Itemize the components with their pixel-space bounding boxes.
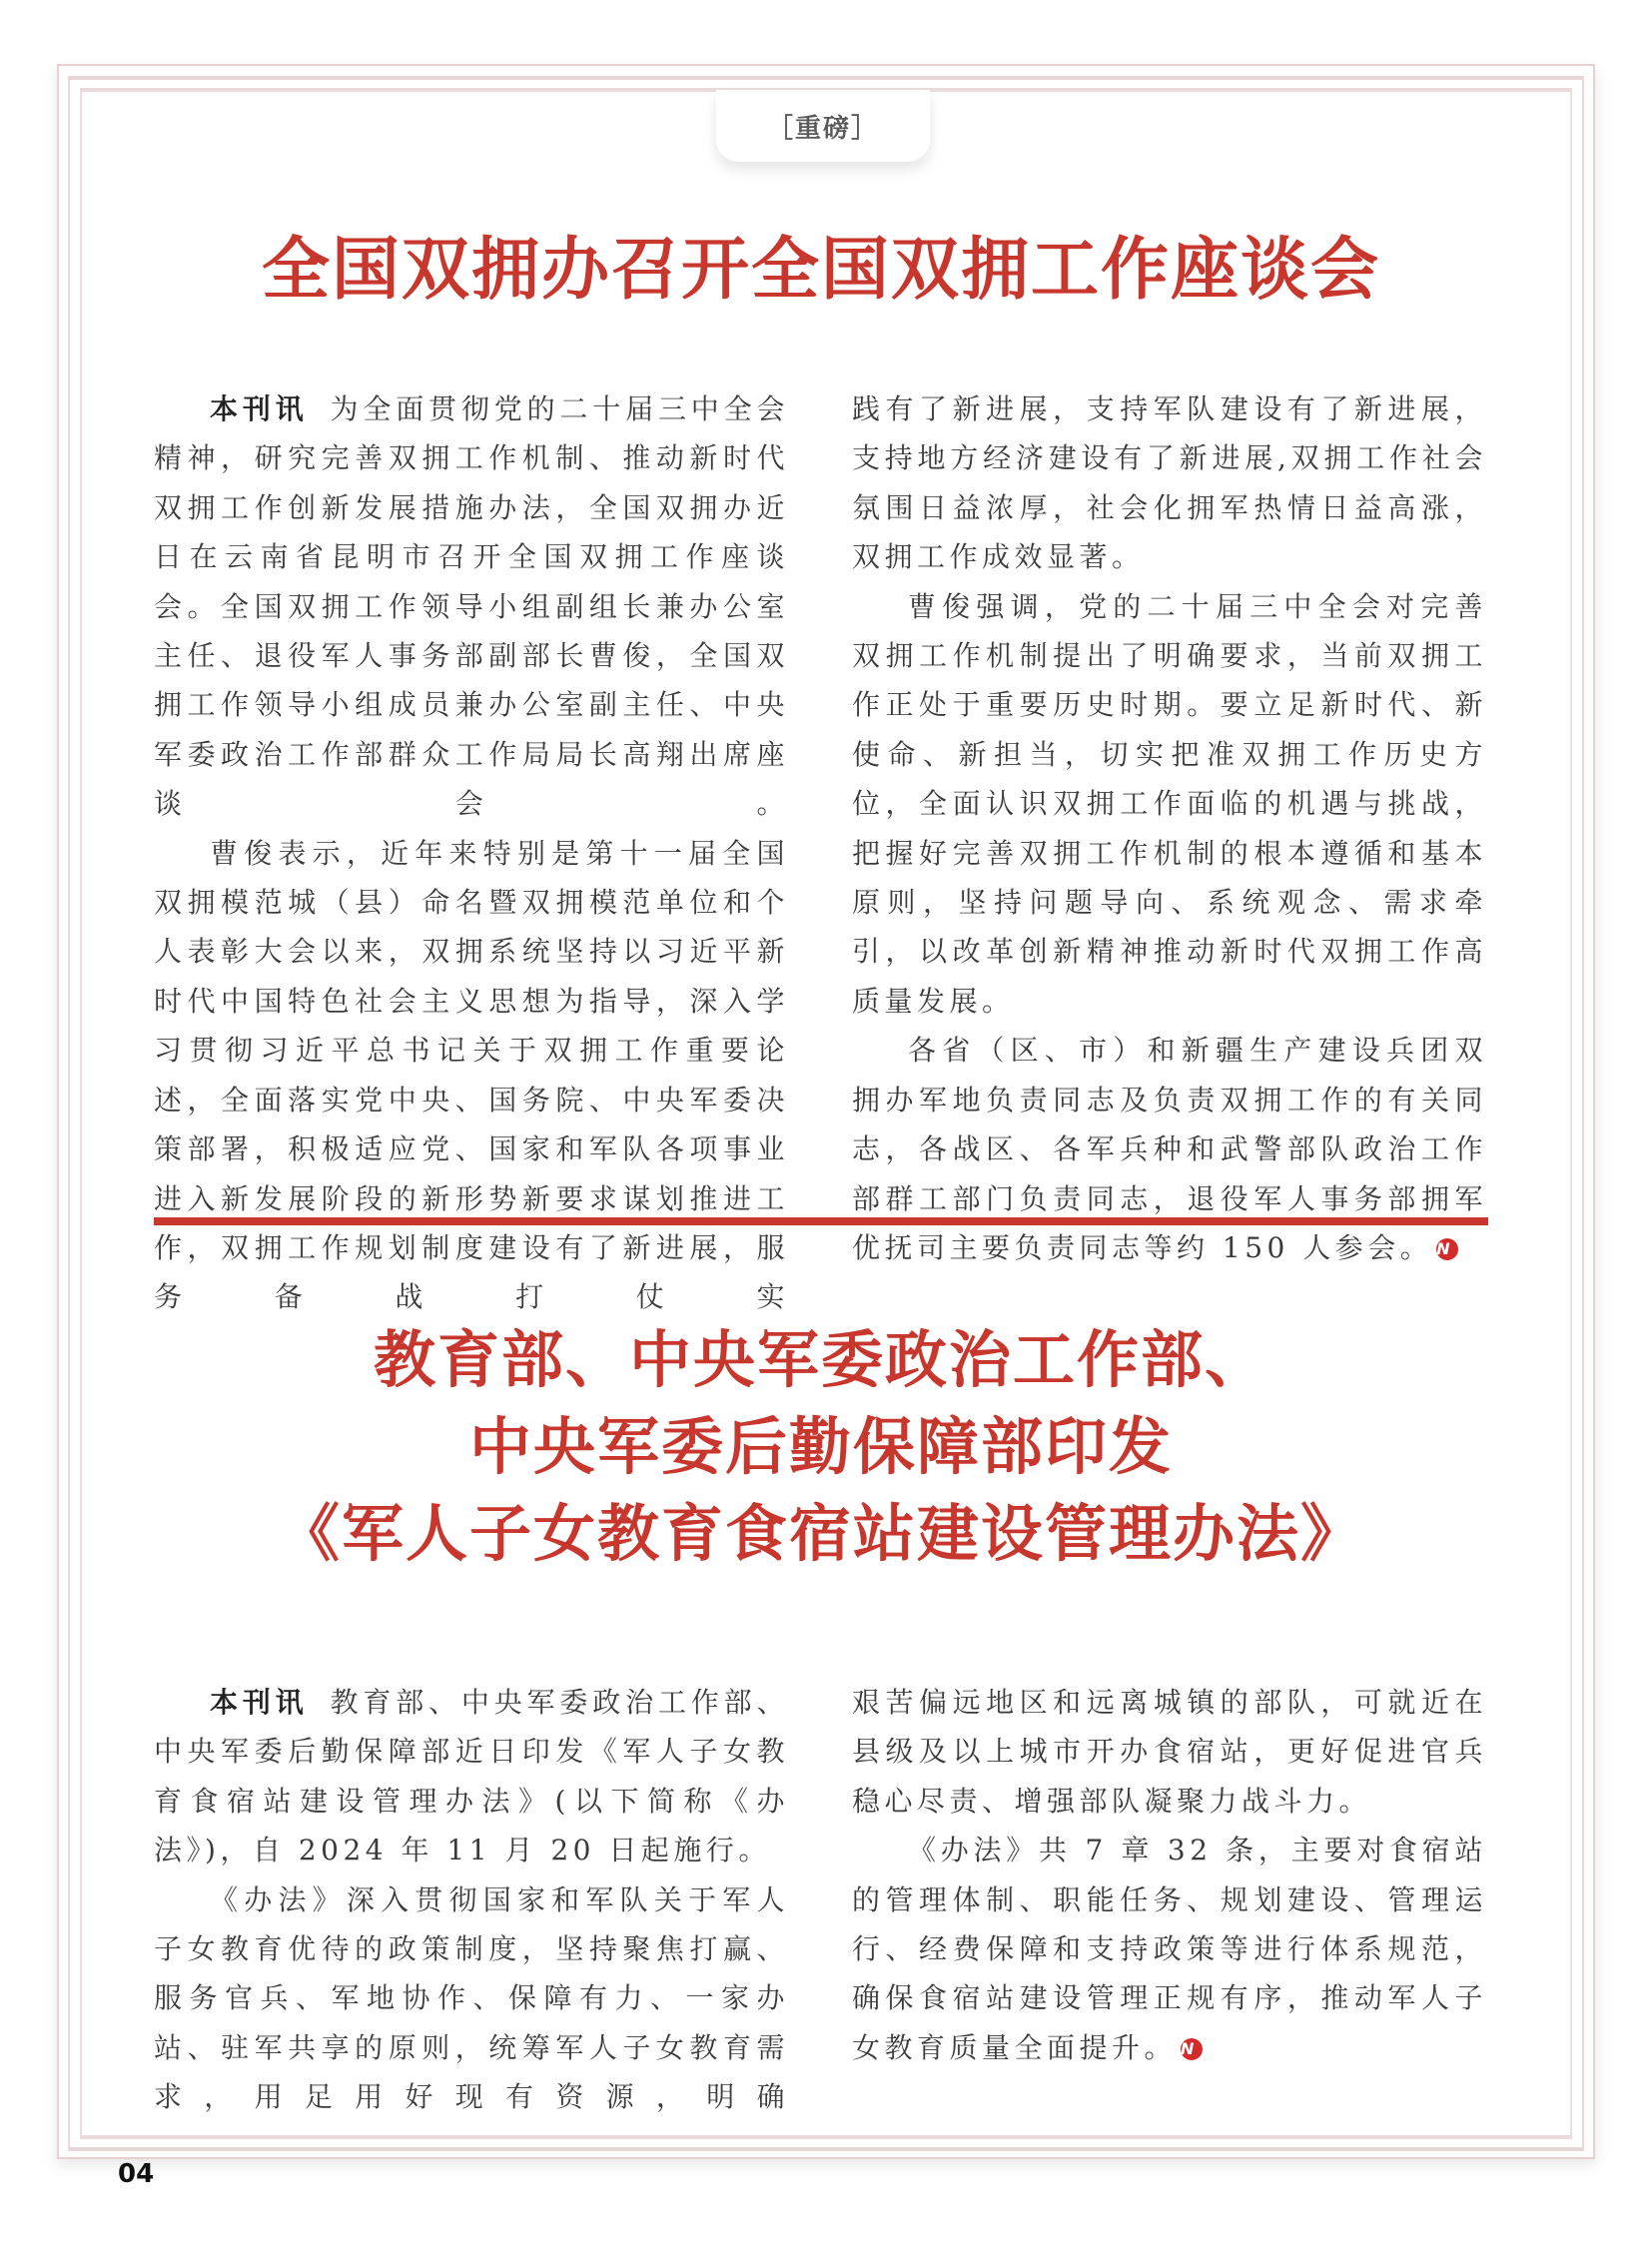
article1-lead: 本刊讯 — [210, 392, 309, 425]
end-mark-icon: N — [1436, 1238, 1458, 1260]
article1-right-column — [852, 384, 1487, 1272]
article2-title-line: 中央军委后勤保障部印发 — [468, 1410, 1173, 1483]
article2-right-column — [852, 1678, 1487, 2072]
article2-paragraph — [154, 1678, 789, 1875]
article1-paragraph — [154, 384, 789, 829]
article2-title — [154, 1316, 1488, 1577]
article2-paragraph-text: 《办法》共 7 章 32 条，主要对食宿站的管理体制、职能任务、规划建设、管理运行、经费保障和支持政策等进行体系规范，确保食宿站建设管理正规有序，推动军人子女教育质量全面提升。 — [852, 1834, 1487, 2064]
article1-paragraph: 曹俊表示，近年来特别是第十一届全国双拥模范城（县）命名暨双拥模范单位和个人表彰大会以来，双拥系统坚持以习近平新时代中国特色社会主义思想为指导，深入学习贯彻习近平总书记关于双拥工作重要论述，全面落实党中央、国务院、中央军委决策部署，积极适应党、国家和军队各项事业进入新发展阶段的新形势新要求谋划推进工作，双拥工作规划制度建设有了新进展，服务备战打仗实 — [154, 836, 789, 1314]
article1-title: 全国双拥办召开全国双拥工作座谈会 — [261, 230, 1380, 310]
article1-left-column — [154, 384, 789, 1322]
article1-paragraph — [852, 1026, 1487, 1272]
article1-paragraph-text: 各省（区、市）和新疆生产建设兵团双拥办军地负责同志及负责双拥工作的有关同志，各战区、各军兵种和武警部队政治工作部群工部门负责同志，退役军人事务部拥军优抚司主要负责同志等约 150 人参会。 — [852, 1034, 1487, 1264]
article2-paragraph: 《办法》深入贯彻国家和军队关于军人子女教育优待的政策制度，坚持聚焦打赢、服务官兵、军地协作、保障有力、一家办站、驻军共享的原则，统筹军人子女教育需求，用足用好现有资源，明确 — [154, 1882, 789, 2114]
end-mark-icon: N — [1181, 2038, 1203, 2060]
article1-paragraph: 践有了新进展，支持军队建设有了新进展，支持地方经济建设有了新进展,双拥工作社会氛围日益浓厚，社会化拥军热情日益高涨，双拥工作成效显著。 — [852, 392, 1487, 574]
article2-title-line: 《军人子女教育食宿站建设管理办法》 — [277, 1497, 1364, 1570]
article2-paragraph-text: 教育部、中央军委政治工作部、中央军委后勤保障部近日印发《军人子女教育食宿站建设管理办法》(以下简称《办法》)，自 2024 年 11 月 20 日起施行。 — [154, 1686, 789, 1868]
article2-paragraph: 艰苦偏远地区和远离城镇的部队，可就近在县级及以上城市开办食宿站，更好促进官兵稳心尽责、增强部队凝聚力战斗力。 — [852, 1686, 1487, 1818]
article2-paragraph — [852, 1826, 1487, 2072]
article2-left-column — [154, 1678, 789, 2122]
article1-paragraph: 曹俊强调，党的二十届三中全会对完善双拥工作机制提出了明确要求，当前双拥工作正处于重要历史时期。要立足新时代、新使命、新担当，切实把准双拥工作历史方位，全面认识双拥工作面临的机遇与挑战，把握好完善双拥工作机制的根本遵循和基本原则，坚持问题导向、系统观念、需求牵引，以改革创新精神推动新时代双拥工作高质量发展。 — [852, 589, 1487, 1018]
page-number: 04 — [118, 2159, 155, 2189]
section-divider — [154, 1217, 1488, 1225]
article2-lead: 本刊讯 — [210, 1686, 309, 1719]
article1-paragraph-text: 为全面贯彻党的二十届三中全会精神，研究完善双拥工作机制、推动新时代双拥工作创新发展措施办法，全国双拥办近日在云南省昆明市召开全国双拥工作座谈会。全国双拥工作领导小组副组长兼办公室主任、退役军人事务部副部长曹俊，全国双拥工作领导小组成员兼办公室副主任、中央军委政治工作部群众工作局局长高翔出席座谈会。 — [154, 392, 789, 821]
article2-title-line: 教育部、中央军委政治工作部、 — [373, 1323, 1268, 1396]
section-tag: ［重磅］ — [716, 90, 930, 162]
